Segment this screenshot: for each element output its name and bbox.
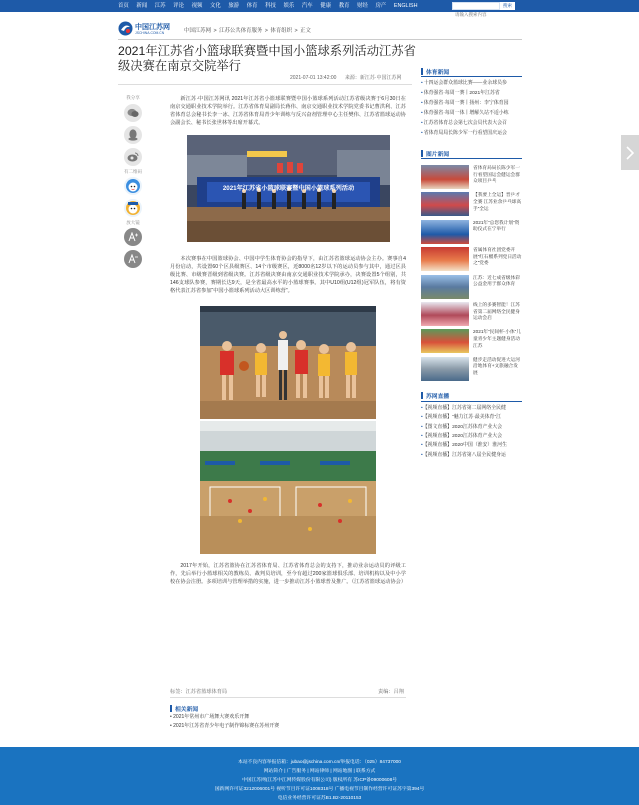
breadcrumb-home[interactable]: 中国江苏网 bbox=[184, 28, 211, 34]
mascot-qr-icon[interactable] bbox=[124, 177, 142, 195]
nav-item-health[interactable]: 健康 bbox=[320, 3, 332, 9]
breadcrumb-subsection[interactable]: 体育组织 bbox=[270, 28, 292, 34]
picture-news-caption[interactable]: 省属体育社团党委开展“红石榴系列党日活动之“党委 bbox=[473, 247, 522, 266]
picture-news-caption[interactable]: 2021年“民间杯·小体”儿童青少年主题健身活动江苏 bbox=[473, 329, 521, 348]
qrcode-label: 有二维码 bbox=[124, 169, 142, 174]
share-panel bbox=[118, 95, 148, 268]
photo-banner-caption: 2021年江苏省小篮球联赛暨中国小篮球系列活动 bbox=[222, 185, 355, 192]
nav-menu bbox=[118, 0, 425, 12]
section-marker bbox=[421, 150, 423, 157]
breadcrumb-current: 正文 bbox=[300, 28, 311, 34]
picture-news-thumbnail[interactable] bbox=[421, 275, 469, 299]
live-stream-item[interactable]: •【视频直播】江苏省第八届全民健身运 bbox=[421, 452, 506, 458]
article-title: 2021年江苏省小篮球联赛暨中国小篮球系列活动江苏省级决赛在南京交院举行 bbox=[118, 44, 416, 73]
font-shrink-icon[interactable] bbox=[124, 250, 142, 268]
article-date: 2021-07-01 13:42:00 bbox=[290, 75, 337, 81]
picture-news-caption[interactable]: 江苏：近七成省级体彩公益金用于群众体育 bbox=[473, 274, 520, 287]
article-paragraph: 本次赛事在中国篮球协会、中国中学生体育协会的指导下，由江苏省篮球运动协会主办。赛事自4月份启动，共设置60个区县级赛区、14个市级赛区，近8000名12岁以下的运动员参与其中，通过区县级比赛、市级赛晋级到省级决赛。江苏省级决赛由南京交通职业技术学院承办，决赛设置5个组别，共146支球队参赛，赛期长达9天，是全省最高水平的小篮球赛事。其中U10组(U12组)冠军队伍，将有资格代表江苏省参加“中国小篮球系列活动大区训练营”。 bbox=[170, 256, 406, 294]
picture-news-caption[interactable]: 【我要上全运】晋乒才全赛 江苏业余乒乓球高手“全运 bbox=[473, 192, 522, 211]
qq-share-icon[interactable] bbox=[124, 126, 142, 144]
footer-telecom-license: 电信业务经营许可证苏B1.B2-20110153 bbox=[277, 796, 362, 801]
live-stream-item[interactable]: •【视频直播】2020中国（淮安）淮河生 bbox=[421, 443, 507, 449]
section-marker bbox=[421, 392, 423, 399]
wechat-share-icon[interactable] bbox=[124, 104, 142, 122]
nav-item-education[interactable]: 教育 bbox=[338, 3, 350, 9]
related-news-item[interactable]: • 2021年常州市广场舞大赛欢乐开舞 bbox=[170, 714, 250, 720]
picture-news-thumbnail[interactable] bbox=[421, 247, 469, 271]
search-box bbox=[452, 2, 500, 10]
picture-news-caption[interactable]: 2021年“总您我计划”资助仪式在宁举行 bbox=[473, 219, 520, 232]
picture-news-item[interactable] bbox=[421, 192, 522, 216]
related-news-link[interactable]: 2021年常州市广场舞大赛欢乐开舞 bbox=[173, 714, 250, 720]
search-button[interactable]: 搜索 bbox=[500, 2, 515, 10]
kids-basketball-photo bbox=[200, 306, 376, 419]
arena-photo-image bbox=[200, 421, 376, 554]
sports-news-item[interactable]: •十四运会群众篮球比赛——业余球员参 bbox=[421, 81, 507, 86]
picture-news-thumbnail[interactable] bbox=[421, 220, 469, 244]
nav-item-comment[interactable]: 评论 bbox=[173, 3, 184, 9]
section-marker bbox=[170, 705, 172, 712]
related-news-header bbox=[170, 704, 406, 713]
search-input[interactable] bbox=[453, 12, 499, 18]
nav-item-sports[interactable]: 体育 bbox=[246, 3, 258, 9]
nav-item-video[interactable]: 视频 bbox=[191, 3, 203, 9]
sports-news-list bbox=[421, 79, 522, 139]
right-sidebar bbox=[421, 66, 522, 460]
section-marker bbox=[421, 68, 423, 75]
article-tags[interactable]: 标签：江苏省篮球体育局 bbox=[170, 689, 228, 695]
nav-item-news[interactable]: 新闻 bbox=[136, 3, 148, 9]
picture-news-item[interactable] bbox=[421, 220, 522, 244]
site-header bbox=[118, 20, 522, 38]
next-article-tab[interactable] bbox=[621, 135, 639, 170]
sports-news-item[interactable]: •体育强省·每周一赛丨扬州：李宁体育园 bbox=[421, 101, 509, 106]
picture-news-caption[interactable]: 健步走活动促进大运河沿地体育+文旅融合发展 bbox=[473, 356, 520, 375]
chevron-right-icon bbox=[626, 146, 634, 160]
nav-item-entertainment[interactable]: 娱乐 bbox=[283, 3, 295, 9]
share-label: 我分享 bbox=[126, 95, 140, 100]
picture-news-caption[interactable]: 线上的多赛智能！江苏省第二届网络全民健身运动会启 bbox=[473, 301, 520, 321]
related-divider bbox=[170, 697, 406, 698]
picture-news-header bbox=[421, 148, 522, 159]
live-stream-list bbox=[421, 404, 522, 460]
kids-basketball-photo-image bbox=[200, 306, 376, 419]
picture-news-thumbnail[interactable] bbox=[421, 165, 469, 189]
footer-license: 国新网许可证3212006001号 视听节目许可证1008318号 广播电视节目制作经营许可证苏字第394号 bbox=[214, 787, 425, 792]
article-paragraph: 2017年开始，江苏省篮协在江苏省体育局、江苏省体育总会的支持下，推动业余运动员的评级工作，先后举行小篮球相关的教练员、裁判员培训，至今有超过200家篮球俱乐部、培训机构以及中小学校在协会注册。多项培训与管理举措的实施，进一步推动江苏小篮球普及推广。（江苏省篮球运动协会） bbox=[170, 563, 407, 585]
nav-item-culture[interactable]: 文化 bbox=[209, 3, 221, 9]
live-stream-title: 苏网直播 bbox=[426, 394, 450, 401]
nav-item-auto[interactable]: 汽车 bbox=[301, 3, 313, 9]
live-stream-header bbox=[421, 391, 522, 402]
site-footer bbox=[0, 747, 639, 805]
related-news-title: 相关新闻 bbox=[175, 707, 199, 713]
live-stream-item[interactable]: •【视频直播】2020江苏体育产业大会 bbox=[421, 433, 503, 439]
breadcrumb-section[interactable]: 江苏公共体育服务 bbox=[219, 28, 263, 34]
nav-item-travel[interactable]: 旅游 bbox=[228, 3, 240, 9]
nav-item-jiangsu[interactable]: 江苏 bbox=[154, 3, 166, 9]
breadcrumb-separator: > bbox=[264, 28, 268, 34]
related-news bbox=[170, 704, 406, 731]
live-stream-item[interactable]: •【视频直播】江苏省第二届网络全民健 bbox=[421, 405, 506, 411]
sports-news-item[interactable]: •省体育局局长陈少军一行看望国庆运会 bbox=[421, 131, 507, 136]
logo-mark-icon bbox=[118, 21, 133, 36]
nav-item-english[interactable]: ENGLISH bbox=[393, 3, 418, 9]
breadcrumb-separator: > bbox=[294, 28, 298, 34]
logo-text: 中国江苏网 bbox=[135, 24, 170, 31]
header-divider bbox=[118, 39, 522, 40]
nav-item-home[interactable]: 首页 bbox=[118, 3, 129, 9]
picture-news-item[interactable] bbox=[421, 275, 522, 299]
site-logo[interactable] bbox=[118, 20, 174, 38]
arena-photo bbox=[200, 421, 376, 554]
related-news-link[interactable]: 2021年江苏省青少年电子制作锦标赛在苏州开赛 bbox=[173, 723, 280, 729]
picture-news-item[interactable] bbox=[421, 329, 522, 353]
footer-copyright: 中国江苏网(江苏中江网传媒股份有限公司) 版权所有 苏ICP备09000608号 bbox=[241, 778, 398, 783]
picture-news-thumbnail[interactable] bbox=[421, 192, 469, 216]
picture-news-title: 图片新闻 bbox=[426, 151, 450, 158]
breadcrumb bbox=[184, 26, 312, 34]
logo-subtext: JSCHINA.COM.CN bbox=[135, 31, 165, 35]
article-source: 来源：新江苏·中国江苏网 bbox=[344, 75, 402, 81]
nav-item-realestate[interactable]: 房产 bbox=[375, 3, 387, 9]
picture-news-item[interactable] bbox=[421, 247, 522, 271]
top-nav-bar bbox=[0, 0, 639, 12]
breadcrumb-separator: > bbox=[213, 28, 217, 34]
title-divider bbox=[118, 84, 412, 85]
picture-news-item[interactable] bbox=[421, 357, 522, 381]
footer-report-line: 本站不良内容举报信箱：jubao@jschina.com.cn/举报电话：（025）84737000 bbox=[238, 760, 401, 765]
picture-news-thumbnail[interactable] bbox=[421, 357, 469, 381]
footer-links[interactable]: 网站简介 | 广告服务 | 网站律师 | 网站地图 | 联系方式 bbox=[263, 769, 376, 774]
zoom-label: 放大镜 bbox=[126, 220, 140, 225]
picture-news-thumbnail[interactable] bbox=[421, 329, 469, 353]
picture-news-thumbnail[interactable] bbox=[421, 302, 469, 326]
weibo-share-icon[interactable] bbox=[124, 148, 142, 166]
sports-news-item[interactable]: •体育强省·每周一体丨增解久站不适小练 bbox=[421, 111, 509, 116]
nav-item-tech[interactable]: 科技 bbox=[265, 3, 276, 9]
related-news-item[interactable]: • 2021年江苏省青少年电子制作锦标赛在苏州开赛 bbox=[170, 723, 280, 729]
nav-item-finance[interactable]: 财经 bbox=[357, 3, 368, 9]
sports-news-title: 体育新闻 bbox=[426, 69, 450, 76]
sports-news-item[interactable]: •江苏省体育总会第七次会员代表大会召 bbox=[421, 121, 507, 126]
picture-news-list bbox=[421, 165, 522, 381]
font-enlarge-icon[interactable] bbox=[124, 228, 142, 246]
live-stream-item[interactable]: •【图文直播】2020江苏体育产业大会 bbox=[421, 424, 503, 430]
sports-news-header bbox=[421, 66, 522, 77]
picture-news-caption[interactable]: 省体育局局长陈少军一行看望国运会健运会群众项目乒乓 bbox=[473, 165, 520, 184]
mascot-app-icon[interactable] bbox=[124, 199, 142, 217]
article-body bbox=[170, 95, 406, 586]
picture-news-item[interactable] bbox=[421, 302, 522, 326]
sports-news-item[interactable]: •体育强省·每周一赛丨2021年江苏省 bbox=[421, 91, 500, 96]
article-paragraph: 新江苏·中国江苏网讯 2021年江苏省小篮球联赛暨中国小篮球系列活动江苏省级决赛于6月30日在南京交通职业技术学院举行。江苏省体育局副局长蒋伟、南京交通职业技术学院党委书记曹洪利、江苏省体育总会秘书长李一冰、江苏省体育局青少年训练与反兴奋剂管理中心主任樊伟、江苏省篮球运动协会副会长、秘书长张世林等出席开幕式。 bbox=[170, 96, 406, 126]
article-meta bbox=[290, 74, 409, 81]
article-editor: 责编：吕翔 bbox=[378, 689, 404, 695]
picture-news-item[interactable] bbox=[421, 165, 522, 189]
live-stream-item[interactable]: •【视频直播】“魅力江苏·最美体育”江 bbox=[421, 415, 501, 421]
